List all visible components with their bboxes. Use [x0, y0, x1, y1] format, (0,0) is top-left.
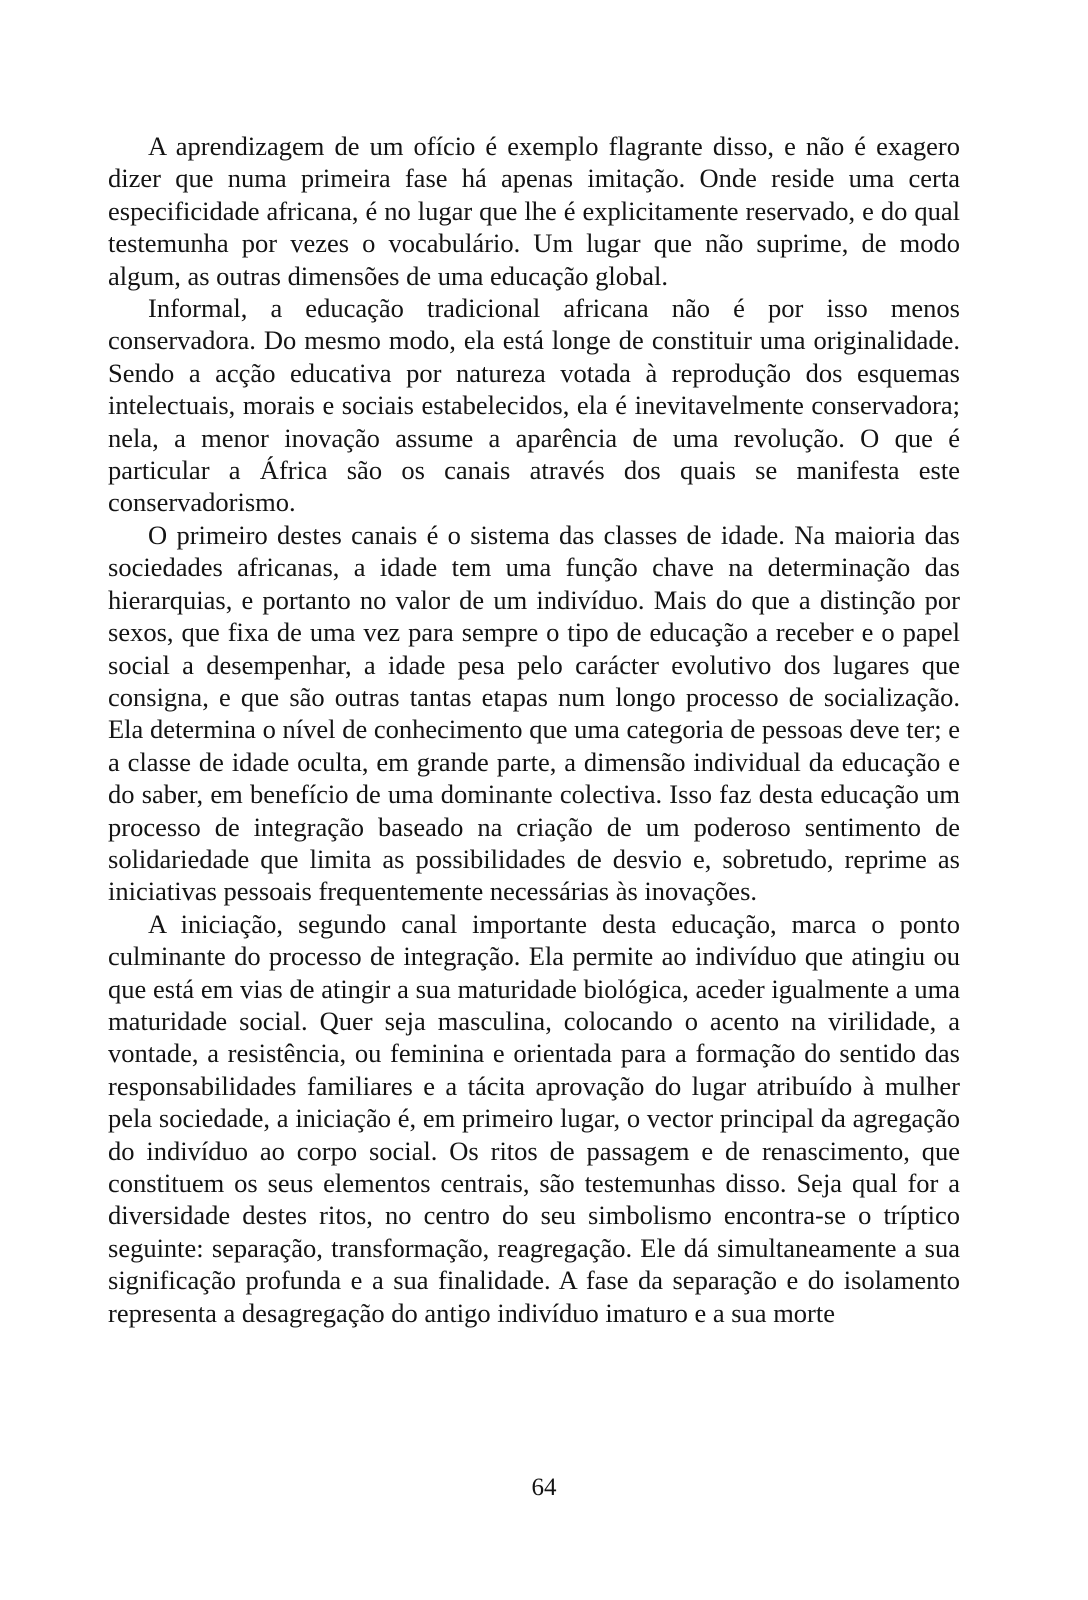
page-number: 64 — [531, 1474, 557, 1501]
paragraph-initiation: A iniciação, segundo canal importante desta educação, marca o ponto culminante do processo de integração. Ela permite ao indivíduo que atingiu ou que está em vias de atingir a sua maturidade biológica, aceder igualmente a uma maturidade social. Quer seja masculina, colocando o acento na virilidade, a vontade, a resistência, ou feminina e orientada para a formação do sentido das responsabilidades familiares e a tácita aprovação do lugar atribuído à mulher pela sociedade, a iniciação é, em primeiro lugar, o vector principal da agregação do indivíduo ao corpo social. Os ritos de passagem e de renascimento, que constituem os seus elementos centrais, são testemunhas disso. Seja qual for a diversidade destes ritos, no centro do seu simbolismo encontra-se o tríptico seguinte: separação, transformação, reagregação. Ele dá simultaneamente a sua significação profunda e a sua finalidade. A fase da separação e do isolamento representa a desagregação do antigo indivíduo imaturo e a sua morte — [108, 908, 960, 1328]
body-text — [108, 130, 960, 1329]
paragraph-informal-education: Informal, a educação tradicional africana não é por isso menos conservadora. Do mesmo modo, ela está longe de constituir uma originalidade. Sendo a acção educativa por natureza votada à reprodução dos esquemas intelectuais, morais e sociais estabelecidos, ela é inevitavelmente conservadora; nela, a menor inovação assume a aparência de uma revolução. O que é particular a África são os canais através dos quais se manifesta este conservadorismo. — [108, 293, 960, 518]
paragraph-apprenticeship: A aprendizagem de um ofício é exemplo flagrante disso, e não é exagero dizer que numa primeira fase há apenas imitação. Onde reside uma certa especificidade africana, é no lugar que lhe é explicitamente reservado, e do qual testemunha por vezes o vocabulário. Um lugar que não suprime, de modo algum, as outras dimensões de uma educação global. — [108, 131, 960, 291]
paragraph-age-classes: O primeiro destes canais é o sistema das classes de idade. Na maioria das sociedades africanas, a idade tem uma função chave na determinação das hierarquias, e portanto no valor de um indivíduo. Mais do que a distinção por sexos, que fixa de uma vez para sempre o tipo de educação a receber e o papel social a desempenhar, a idade pesa pelo carácter evolutivo dos lugares que consigna, e que são outras tantas etapas num longo processo de socialização. Ela determina o nível de conhecimento que uma categoria de pessoas deve ter; e a classe de idade oculta, em grande parte, a dimensão individual da educação e do saber, em benefício de uma dominante colectiva. Isso faz desta educação um processo de integração baseado na criação de um poderoso sentimento de solidariedade que limita as possibilidades de desvio e, sobretudo, reprime as iniciativas pessoais frequentemente necessárias às inovações. — [108, 519, 960, 907]
